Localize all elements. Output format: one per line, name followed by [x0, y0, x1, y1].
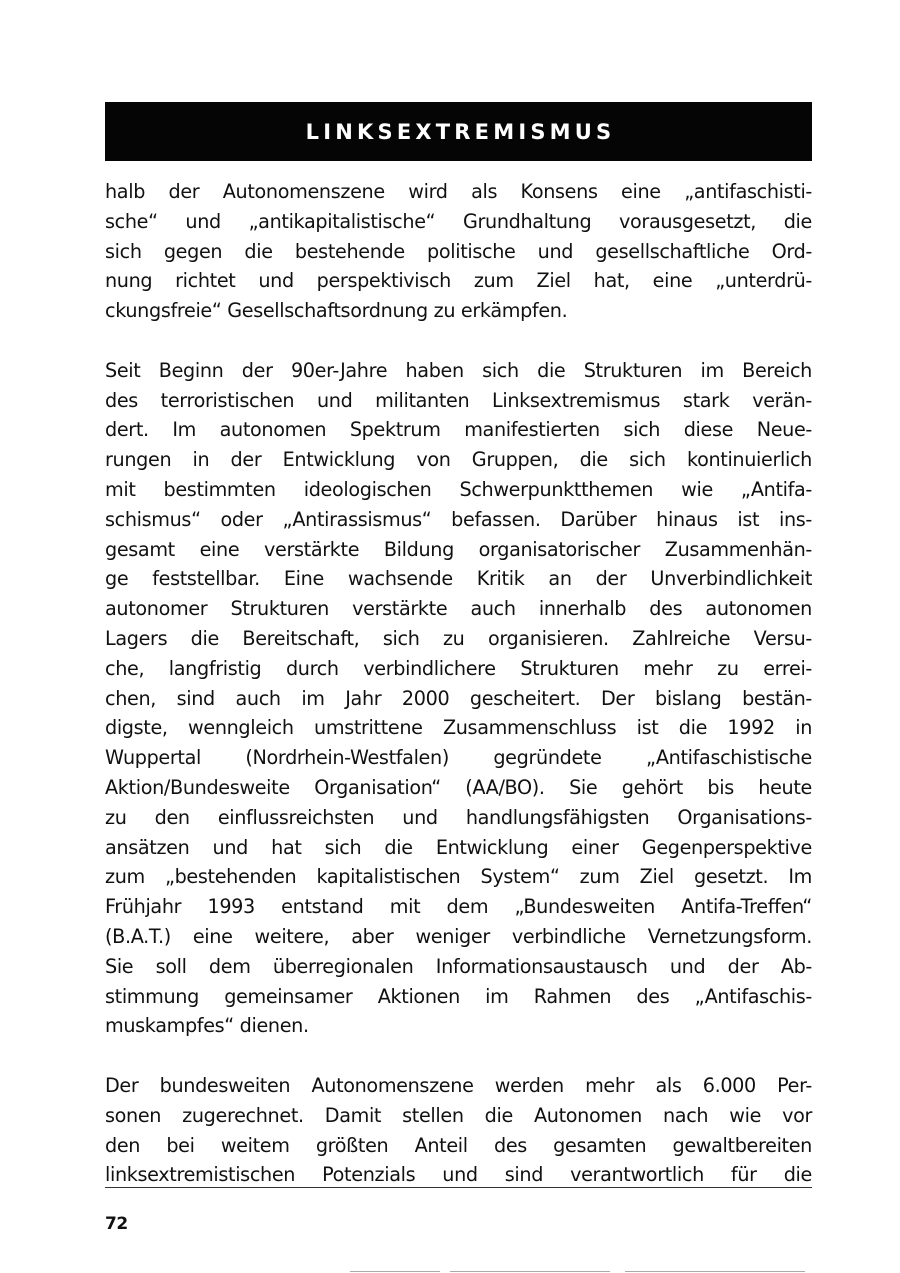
text-line: che, langfristig durch verbindlichere Strukturen mehr zu errei-: [105, 656, 812, 680]
paragraph-3: [105, 1071, 812, 1190]
document-page: [105, 0, 812, 1273]
text-line: sich gegen die bestehende politische und gesellschaftliche Ord-: [105, 239, 812, 263]
text-line: digste, wenngleich umstrittene Zusammenschluss ist die 1992 in: [105, 716, 812, 740]
text-line: des terroristischen und militanten Linksextremismus stark verän-: [105, 388, 812, 412]
text-line: Lagers die Bereitschaft, sich zu organisieren. Zahlreiche Versu-: [105, 626, 812, 650]
text-line: ansätzen und hat sich die Entwicklung einer Gegenperspektive: [105, 835, 812, 859]
text-line: Frühjahr 1993 entstand mit dem „Bundesweiten Antifa-Treffen“: [105, 895, 812, 919]
body-text: [105, 177, 812, 1220]
text-line: zu den einflussreichsten und handlungsfähigsten Organisations-: [105, 805, 812, 829]
text-line: ge feststellbar. Eine wachsende Kritik an der Unverbindlichkeit: [105, 567, 812, 591]
scan-artifact-line: [350, 1271, 440, 1272]
text-line: den bei weitem größten Anteil des gesamten gewaltbereiten: [105, 1133, 812, 1157]
text-line: sche“ und „antikapitalistische“ Grundhaltung vorausgesetzt, die: [105, 209, 812, 233]
paragraph-1: [105, 177, 812, 326]
paragraph-2: [105, 356, 812, 1041]
text-line: (B.A.T.) eine weitere, aber weniger verbindliche Vernetzungsform.: [105, 924, 812, 948]
text-line: rungen in der Entwicklung von Gruppen, die sich kontinuierlich: [105, 448, 812, 472]
text-line: stimmung gemeinsamer Aktionen im Rahmen des „Antifaschis-: [105, 984, 812, 1008]
text-line: schismus“ oder „Antirassismus“ befassen. Darüber hinaus ist ins-: [105, 507, 812, 531]
text-line: Der bundesweiten Autonomenszene werden mehr als 6.000 Per-: [105, 1073, 812, 1097]
text-line: chen, sind auch im Jahr 2000 gescheitert. Der bislang bestän-: [105, 686, 812, 710]
text-line: autonomer Strukturen verstärkte auch innerhalb des autonomen: [105, 597, 812, 621]
text-line: zum „bestehenden kapitalistischen System“ zum Ziel gesetzt. Im: [105, 865, 812, 889]
text-line: Wuppertal (Nordrhein-Westfalen) gegründete „Antifaschistische: [105, 746, 812, 770]
section-header-bar: [105, 102, 812, 161]
text-line: linksextremistischen Potenzials und sind verantwortlich für die: [105, 1163, 812, 1187]
footer-divider: [105, 1187, 812, 1188]
text-line: gesamt eine verstärkte Bildung organisatorischer Zusammenhän-: [105, 537, 812, 561]
text-line: muskampfes“ dienen.: [105, 1014, 309, 1038]
text-line: halb der Autonomenszene wird als Konsens eine „antifaschisti-: [105, 180, 812, 203]
page-number: 72: [105, 1214, 128, 1234]
text-line: sonen zugerechnet. Damit stellen die Autonomen nach wie vor: [105, 1103, 812, 1127]
text-line: ckungsfreie“ Gesellschaftsordnung zu erkämpfen.: [105, 299, 568, 323]
text-line: Aktion/Bundesweite Organisation“ (AA/BO). Sie gehört bis heute: [105, 775, 812, 799]
scan-artifact-line: [450, 1271, 610, 1272]
text-line: Seit Beginn der 90er-Jahre haben sich die Strukturen im Bereich: [105, 358, 812, 382]
text-line: dert. Im autonomen Spektrum manifestierten sich diese Neue-: [105, 418, 812, 442]
section-title: LINKSEXTREMISMUS: [305, 119, 616, 144]
text-line: Sie soll dem überregionalen Informationsaustausch und der Ab-: [105, 954, 812, 978]
text-line: mit bestimmten ideologischen Schwerpunktthemen wie „Antifa-: [105, 477, 812, 501]
scan-artifact-line: [625, 1271, 805, 1272]
text-line: nung richtet und perspektivisch zum Ziel hat, eine „unterdrü-: [105, 269, 812, 293]
